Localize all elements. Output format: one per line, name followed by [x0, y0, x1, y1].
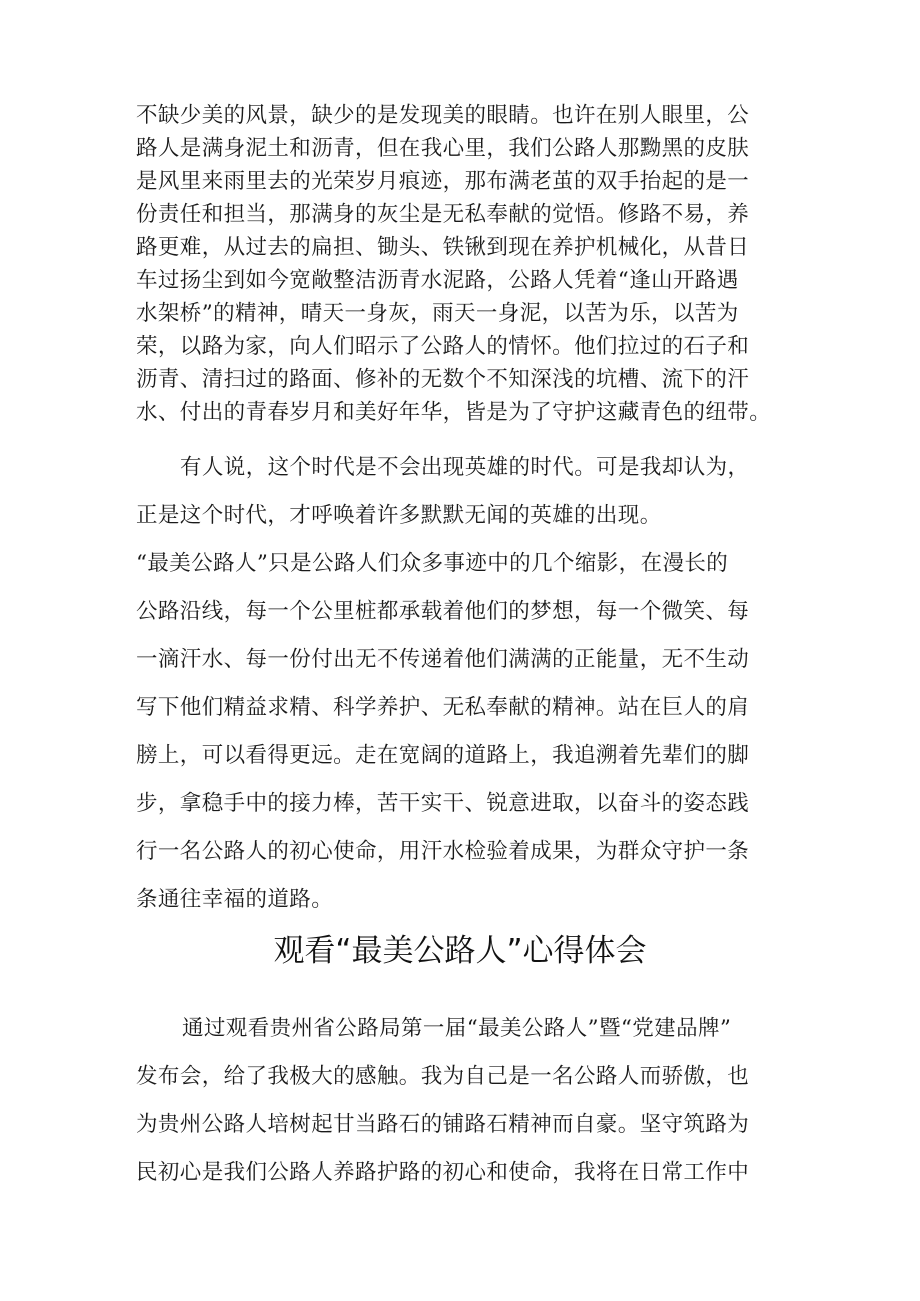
text-line: 是风里来雨里去的光荣岁月痕迹，那布满老茧的双手抬起的是一: [136, 169, 750, 194]
text-line: 行一名公路人的初心使命，用汗水检验着成果，为群众守护一条: [136, 839, 750, 864]
text-line: 通过观看贵州省公路局第一届“最美公路人”暨“党建品牌”: [182, 1016, 732, 1041]
text-line: 步，拿稳手中的接力棒，苦干实干、锐意进取，以奋斗的姿态践: [136, 791, 750, 816]
text-line: 膀上，可以看得更远。走在宽阔的道路上，我追溯着先辈们的脚: [136, 743, 750, 768]
text-line: 沥青、清扫过的路面、修补的无数个不知深浅的坑槽、流下的汗: [136, 367, 750, 392]
text-line: 份责任和担当，那满身的灰尘是无私奉献的觉悟。修路不易，养: [136, 202, 750, 227]
text-line: 一滴汗水、每一份付出无不传递着他们满满的正能量，无不生动: [136, 647, 750, 672]
text-line: 为贵州公路人培树起甘当路石的铺路石精神而自豪。坚守筑路为: [136, 1112, 750, 1137]
text-line: 写下他们精益求精、科学养护、无私奉献的精神。站在巨人的肩: [136, 695, 750, 720]
text-line: 荣，以路为家，向人们昭示了公路人的情怀。他们拉过的石子和: [136, 334, 750, 359]
text-line: 正是这个时代，才呼唤着许多默默无闻的英雄的出现。: [136, 503, 662, 528]
text-line: 条通往幸福的道路。: [136, 887, 334, 912]
article-title: 观看“最美公路人”心得体会: [273, 933, 647, 969]
text-line: 发布会，给了我极大的感触。我为自己是一名公路人而骄傲，也: [136, 1064, 750, 1089]
text-line: 路更难，从过去的扁担、锄头、铁锹到现在养护机械化，从昔日: [136, 235, 750, 260]
text-line: 不缺少美的风景，缺少的是发现美的眼睛。也许在别人眼里，公: [136, 103, 750, 128]
text-line: 水、付出的青春岁月和美好年华，皆是为了守护这藏青色的纽带。: [136, 400, 772, 425]
text-line: 有人说，这个时代是不会出现英雄的时代。可是我却认为，: [180, 455, 750, 480]
text-line: 民初心是我们公路人养路护路的初心和使命，我将在日常工作中: [136, 1160, 750, 1185]
text-line: 水架桥”的精神，晴天一身灰，雨天一身泥，以苦为乐，以苦为: [136, 301, 739, 326]
text-line: “最美公路人”只是公路人们众多事迹中的几个缩影，在漫长的: [136, 551, 729, 576]
text-line: 车过扬尘到如今宽敞整洁沥青水泥路，公路人凭着“逢山开路遇: [136, 268, 739, 293]
text-line: 公路沿线，每一个公里桩都承载着他们的梦想，每一个微笑、每: [136, 599, 750, 624]
text-line: 路人是满身泥土和沥青，但在我心里，我们公路人那黝黑的皮肤: [136, 136, 750, 161]
